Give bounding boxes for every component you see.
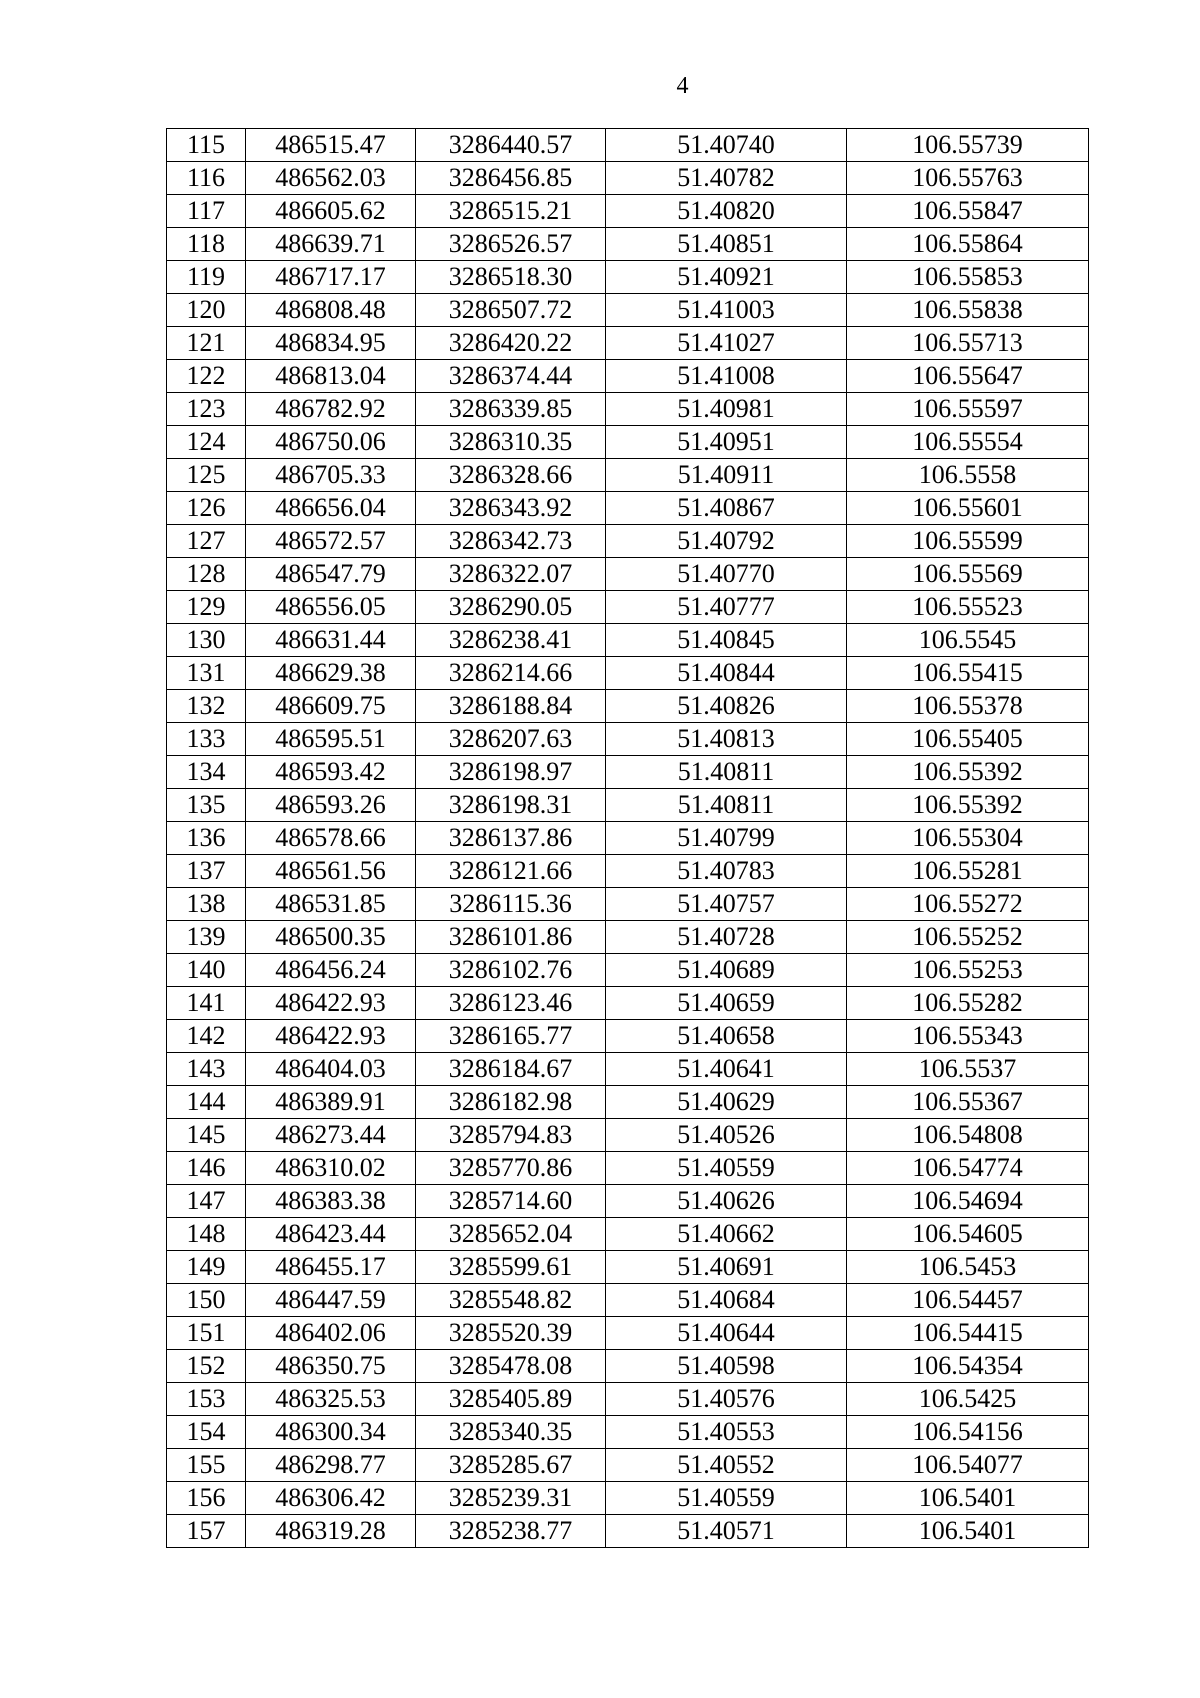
y-coordinate-cell: 3285794.83 [416, 1119, 606, 1152]
longitude-cell: 106.55554 [847, 426, 1089, 459]
longitude-cell: 106.55838 [847, 294, 1089, 327]
latitude-cell: 51.40799 [606, 822, 847, 855]
latitude-cell: 51.40777 [606, 591, 847, 624]
point-number-cell: 157 [167, 1515, 246, 1548]
table-row [167, 393, 1089, 426]
point-number-cell: 133 [167, 723, 246, 756]
point-number-cell: 138 [167, 888, 246, 921]
y-coordinate-cell: 3285285.67 [416, 1449, 606, 1482]
point-number-cell: 130 [167, 624, 246, 657]
latitude-cell: 51.40576 [606, 1383, 847, 1416]
point-number-cell: 115 [167, 129, 246, 162]
coordinate-table [166, 128, 1089, 1548]
point-number-cell: 120 [167, 294, 246, 327]
table-row [167, 591, 1089, 624]
x-coordinate-cell: 486593.26 [246, 789, 416, 822]
x-coordinate-cell: 486782.92 [246, 393, 416, 426]
x-coordinate-cell: 486813.04 [246, 360, 416, 393]
longitude-cell: 106.54415 [847, 1317, 1089, 1350]
x-coordinate-cell: 486593.42 [246, 756, 416, 789]
point-number-cell: 144 [167, 1086, 246, 1119]
table-row [167, 558, 1089, 591]
x-coordinate-cell: 486808.48 [246, 294, 416, 327]
longitude-cell: 106.55647 [847, 360, 1089, 393]
longitude-cell: 106.55601 [847, 492, 1089, 525]
y-coordinate-cell: 3285239.31 [416, 1482, 606, 1515]
latitude-cell: 51.40813 [606, 723, 847, 756]
x-coordinate-cell: 486300.34 [246, 1416, 416, 1449]
x-coordinate-cell: 486350.75 [246, 1350, 416, 1383]
table-row [167, 1317, 1089, 1350]
y-coordinate-cell: 3286456.85 [416, 162, 606, 195]
table-row [167, 1119, 1089, 1152]
x-coordinate-cell: 486298.77 [246, 1449, 416, 1482]
y-coordinate-cell: 3286207.63 [416, 723, 606, 756]
longitude-cell: 106.54077 [847, 1449, 1089, 1482]
point-number-cell: 116 [167, 162, 246, 195]
point-number-cell: 129 [167, 591, 246, 624]
point-number-cell: 131 [167, 657, 246, 690]
latitude-cell: 51.40629 [606, 1086, 847, 1119]
x-coordinate-cell: 486705.33 [246, 459, 416, 492]
x-coordinate-cell: 486750.06 [246, 426, 416, 459]
longitude-cell: 106.55864 [847, 228, 1089, 261]
y-coordinate-cell: 3286526.57 [416, 228, 606, 261]
y-coordinate-cell: 3286343.92 [416, 492, 606, 525]
x-coordinate-cell: 486578.66 [246, 822, 416, 855]
y-coordinate-cell: 3286518.30 [416, 261, 606, 294]
latitude-cell: 51.40641 [606, 1053, 847, 1086]
latitude-cell: 51.40559 [606, 1152, 847, 1185]
latitude-cell: 51.40684 [606, 1284, 847, 1317]
longitude-cell: 106.5453 [847, 1251, 1089, 1284]
longitude-cell: 106.55378 [847, 690, 1089, 723]
x-coordinate-cell: 486531.85 [246, 888, 416, 921]
x-coordinate-cell: 486325.53 [246, 1383, 416, 1416]
y-coordinate-cell: 3285548.82 [416, 1284, 606, 1317]
y-coordinate-cell: 3286123.46 [416, 987, 606, 1020]
x-coordinate-cell: 486639.71 [246, 228, 416, 261]
latitude-cell: 51.40662 [606, 1218, 847, 1251]
latitude-cell: 51.41008 [606, 360, 847, 393]
table-row [167, 1383, 1089, 1416]
longitude-cell: 106.55597 [847, 393, 1089, 426]
latitude-cell: 51.40811 [606, 756, 847, 789]
y-coordinate-cell: 3285599.61 [416, 1251, 606, 1284]
x-coordinate-cell: 486423.44 [246, 1218, 416, 1251]
point-number-cell: 135 [167, 789, 246, 822]
table-row [167, 261, 1089, 294]
latitude-cell: 51.40845 [606, 624, 847, 657]
latitude-cell: 51.40552 [606, 1449, 847, 1482]
point-number-cell: 118 [167, 228, 246, 261]
y-coordinate-cell: 3286115.36 [416, 888, 606, 921]
latitude-cell: 51.40553 [606, 1416, 847, 1449]
point-number-cell: 125 [167, 459, 246, 492]
longitude-cell: 106.55392 [847, 756, 1089, 789]
table-row [167, 921, 1089, 954]
point-number-cell: 142 [167, 1020, 246, 1053]
y-coordinate-cell: 3286507.72 [416, 294, 606, 327]
table-row [167, 1251, 1089, 1284]
table-row [167, 690, 1089, 723]
latitude-cell: 51.40644 [606, 1317, 847, 1350]
x-coordinate-cell: 486556.05 [246, 591, 416, 624]
table-row [167, 624, 1089, 657]
longitude-cell: 106.5401 [847, 1482, 1089, 1515]
point-number-cell: 127 [167, 525, 246, 558]
table-row [167, 459, 1089, 492]
table-row [167, 129, 1089, 162]
point-number-cell: 146 [167, 1152, 246, 1185]
latitude-cell: 51.40757 [606, 888, 847, 921]
x-coordinate-cell: 486404.03 [246, 1053, 416, 1086]
x-coordinate-cell: 486310.02 [246, 1152, 416, 1185]
table-row [167, 195, 1089, 228]
x-coordinate-cell: 486456.24 [246, 954, 416, 987]
longitude-cell: 106.54605 [847, 1218, 1089, 1251]
table-row [167, 360, 1089, 393]
y-coordinate-cell: 3285520.39 [416, 1317, 606, 1350]
latitude-cell: 51.40851 [606, 228, 847, 261]
x-coordinate-cell: 486306.42 [246, 1482, 416, 1515]
latitude-cell: 51.40811 [606, 789, 847, 822]
point-number-cell: 128 [167, 558, 246, 591]
latitude-cell: 51.40782 [606, 162, 847, 195]
table-row [167, 525, 1089, 558]
y-coordinate-cell: 3286102.76 [416, 954, 606, 987]
x-coordinate-cell: 486656.04 [246, 492, 416, 525]
x-coordinate-cell: 486717.17 [246, 261, 416, 294]
x-coordinate-cell: 486402.06 [246, 1317, 416, 1350]
point-number-cell: 139 [167, 921, 246, 954]
y-coordinate-cell: 3286322.07 [416, 558, 606, 591]
x-coordinate-cell: 486455.17 [246, 1251, 416, 1284]
latitude-cell: 51.40659 [606, 987, 847, 1020]
table-row [167, 888, 1089, 921]
longitude-cell: 106.55713 [847, 327, 1089, 360]
point-number-cell: 119 [167, 261, 246, 294]
x-coordinate-cell: 486609.75 [246, 690, 416, 723]
point-number-cell: 122 [167, 360, 246, 393]
table-row [167, 1218, 1089, 1251]
point-number-cell: 151 [167, 1317, 246, 1350]
latitude-cell: 51.40598 [606, 1350, 847, 1383]
latitude-cell: 51.40728 [606, 921, 847, 954]
latitude-cell: 51.40691 [606, 1251, 847, 1284]
table-row [167, 1449, 1089, 1482]
longitude-cell: 106.55415 [847, 657, 1089, 690]
table-row [167, 1053, 1089, 1086]
x-coordinate-cell: 486319.28 [246, 1515, 416, 1548]
y-coordinate-cell: 3286188.84 [416, 690, 606, 723]
table-row [167, 987, 1089, 1020]
y-coordinate-cell: 3286101.86 [416, 921, 606, 954]
table-row [167, 822, 1089, 855]
y-coordinate-cell: 3286238.41 [416, 624, 606, 657]
latitude-cell: 51.40740 [606, 129, 847, 162]
longitude-cell: 106.54808 [847, 1119, 1089, 1152]
x-coordinate-cell: 486562.03 [246, 162, 416, 195]
longitude-cell: 106.5425 [847, 1383, 1089, 1416]
latitude-cell: 51.40658 [606, 1020, 847, 1053]
point-number-cell: 136 [167, 822, 246, 855]
point-number-cell: 123 [167, 393, 246, 426]
longitude-cell: 106.55304 [847, 822, 1089, 855]
latitude-cell: 51.40867 [606, 492, 847, 525]
latitude-cell: 51.40844 [606, 657, 847, 690]
latitude-cell: 51.40951 [606, 426, 847, 459]
longitude-cell: 106.5401 [847, 1515, 1089, 1548]
longitude-cell: 106.5558 [847, 459, 1089, 492]
y-coordinate-cell: 3286515.21 [416, 195, 606, 228]
x-coordinate-cell: 486422.93 [246, 987, 416, 1020]
y-coordinate-cell: 3286374.44 [416, 360, 606, 393]
longitude-cell: 106.54457 [847, 1284, 1089, 1317]
table-row [167, 1020, 1089, 1053]
table-row [167, 1152, 1089, 1185]
y-coordinate-cell: 3286440.57 [416, 129, 606, 162]
x-coordinate-cell: 486273.44 [246, 1119, 416, 1152]
table-row [167, 1284, 1089, 1317]
longitude-cell: 106.55343 [847, 1020, 1089, 1053]
x-coordinate-cell: 486422.93 [246, 1020, 416, 1053]
table-row [167, 723, 1089, 756]
latitude-cell: 51.40526 [606, 1119, 847, 1152]
longitude-cell: 106.55281 [847, 855, 1089, 888]
longitude-cell: 106.55763 [847, 162, 1089, 195]
longitude-cell: 106.55523 [847, 591, 1089, 624]
y-coordinate-cell: 3286198.97 [416, 756, 606, 789]
x-coordinate-cell: 486595.51 [246, 723, 416, 756]
y-coordinate-cell: 3286137.86 [416, 822, 606, 855]
table-row [167, 657, 1089, 690]
y-coordinate-cell: 3285770.86 [416, 1152, 606, 1185]
table-row [167, 1482, 1089, 1515]
point-number-cell: 137 [167, 855, 246, 888]
x-coordinate-cell: 486834.95 [246, 327, 416, 360]
longitude-cell: 106.55282 [847, 987, 1089, 1020]
point-number-cell: 155 [167, 1449, 246, 1482]
y-coordinate-cell: 3285238.77 [416, 1515, 606, 1548]
x-coordinate-cell: 486500.35 [246, 921, 416, 954]
y-coordinate-cell: 3285340.35 [416, 1416, 606, 1449]
page-number: 4 [676, 73, 689, 99]
y-coordinate-cell: 3285405.89 [416, 1383, 606, 1416]
y-coordinate-cell: 3286214.66 [416, 657, 606, 690]
coordinate-table-body [167, 129, 1089, 1548]
y-coordinate-cell: 3286339.85 [416, 393, 606, 426]
latitude-cell: 51.40820 [606, 195, 847, 228]
y-coordinate-cell: 3286184.67 [416, 1053, 606, 1086]
latitude-cell: 51.40559 [606, 1482, 847, 1515]
point-number-cell: 156 [167, 1482, 246, 1515]
point-number-cell: 145 [167, 1119, 246, 1152]
point-number-cell: 126 [167, 492, 246, 525]
x-coordinate-cell: 486561.56 [246, 855, 416, 888]
latitude-cell: 51.40981 [606, 393, 847, 426]
point-number-cell: 149 [167, 1251, 246, 1284]
y-coordinate-cell: 3285652.04 [416, 1218, 606, 1251]
longitude-cell: 106.55405 [847, 723, 1089, 756]
longitude-cell: 106.55253 [847, 954, 1089, 987]
point-number-cell: 143 [167, 1053, 246, 1086]
point-number-cell: 147 [167, 1185, 246, 1218]
point-number-cell: 153 [167, 1383, 246, 1416]
x-coordinate-cell: 486572.57 [246, 525, 416, 558]
point-number-cell: 134 [167, 756, 246, 789]
x-coordinate-cell: 486447.59 [246, 1284, 416, 1317]
table-row [167, 294, 1089, 327]
y-coordinate-cell: 3286290.05 [416, 591, 606, 624]
latitude-cell: 51.40911 [606, 459, 847, 492]
longitude-cell: 106.5545 [847, 624, 1089, 657]
x-coordinate-cell: 486515.47 [246, 129, 416, 162]
y-coordinate-cell: 3285478.08 [416, 1350, 606, 1383]
point-number-cell: 117 [167, 195, 246, 228]
longitude-cell: 106.54354 [847, 1350, 1089, 1383]
y-coordinate-cell: 3285714.60 [416, 1185, 606, 1218]
point-number-cell: 121 [167, 327, 246, 360]
longitude-cell: 106.55367 [847, 1086, 1089, 1119]
table-row [167, 426, 1089, 459]
point-number-cell: 124 [167, 426, 246, 459]
y-coordinate-cell: 3286420.22 [416, 327, 606, 360]
table-row [167, 492, 1089, 525]
table-row [167, 327, 1089, 360]
longitude-cell: 106.55739 [847, 129, 1089, 162]
latitude-cell: 51.40792 [606, 525, 847, 558]
x-coordinate-cell: 486383.38 [246, 1185, 416, 1218]
y-coordinate-cell: 3286198.31 [416, 789, 606, 822]
longitude-cell: 106.55847 [847, 195, 1089, 228]
longitude-cell: 106.54774 [847, 1152, 1089, 1185]
table-row [167, 756, 1089, 789]
y-coordinate-cell: 3286182.98 [416, 1086, 606, 1119]
point-number-cell: 154 [167, 1416, 246, 1449]
y-coordinate-cell: 3286165.77 [416, 1020, 606, 1053]
longitude-cell: 106.54694 [847, 1185, 1089, 1218]
point-number-cell: 140 [167, 954, 246, 987]
latitude-cell: 51.40689 [606, 954, 847, 987]
point-number-cell: 132 [167, 690, 246, 723]
longitude-cell: 106.55569 [847, 558, 1089, 591]
latitude-cell: 51.40626 [606, 1185, 847, 1218]
table-row [167, 789, 1089, 822]
latitude-cell: 51.41003 [606, 294, 847, 327]
x-coordinate-cell: 486605.62 [246, 195, 416, 228]
table-row [167, 1185, 1089, 1218]
table-row [167, 954, 1089, 987]
longitude-cell: 106.54156 [847, 1416, 1089, 1449]
latitude-cell: 51.40571 [606, 1515, 847, 1548]
x-coordinate-cell: 486547.79 [246, 558, 416, 591]
latitude-cell: 51.41027 [606, 327, 847, 360]
point-number-cell: 148 [167, 1218, 246, 1251]
longitude-cell: 106.55252 [847, 921, 1089, 954]
y-coordinate-cell: 3286328.66 [416, 459, 606, 492]
table-row [167, 1416, 1089, 1449]
latitude-cell: 51.40770 [606, 558, 847, 591]
longitude-cell: 106.5537 [847, 1053, 1089, 1086]
latitude-cell: 51.40783 [606, 855, 847, 888]
y-coordinate-cell: 3286121.66 [416, 855, 606, 888]
table-row [167, 1086, 1089, 1119]
x-coordinate-cell: 486389.91 [246, 1086, 416, 1119]
table-row [167, 162, 1089, 195]
longitude-cell: 106.55599 [847, 525, 1089, 558]
latitude-cell: 51.40826 [606, 690, 847, 723]
table-row [167, 855, 1089, 888]
table-row [167, 228, 1089, 261]
point-number-cell: 152 [167, 1350, 246, 1383]
y-coordinate-cell: 3286342.73 [416, 525, 606, 558]
longitude-cell: 106.55392 [847, 789, 1089, 822]
point-number-cell: 141 [167, 987, 246, 1020]
longitude-cell: 106.55853 [847, 261, 1089, 294]
latitude-cell: 51.40921 [606, 261, 847, 294]
x-coordinate-cell: 486629.38 [246, 657, 416, 690]
point-number-cell: 150 [167, 1284, 246, 1317]
x-coordinate-cell: 486631.44 [246, 624, 416, 657]
longitude-cell: 106.55272 [847, 888, 1089, 921]
table-row [167, 1350, 1089, 1383]
table-row [167, 1515, 1089, 1548]
y-coordinate-cell: 3286310.35 [416, 426, 606, 459]
